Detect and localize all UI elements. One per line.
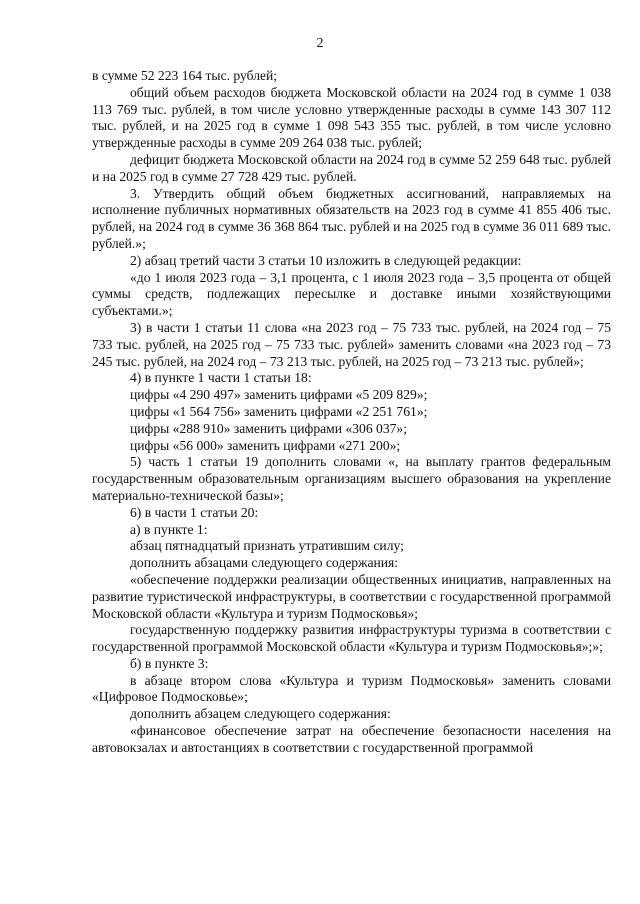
paragraph: 4) в пункте 1 части 1 статьи 18: (130, 370, 312, 386)
paragraph: «финансовое обеспечение затрат на обеспечение безопасности населения на автовокзалах и автостанциях в соответствии с государственной программой (92, 723, 611, 755)
paragraph: б) в пункте 3: (130, 655, 209, 671)
paragraph: в сумме 52 223 164 тыс. рублей; (92, 68, 278, 83)
paragraph: государственную поддержку развития инфраструктуры туризма в соответствии с государственной программой Московской области «Культура и туризм Подмосковья»;»; (92, 622, 611, 655)
paragraph: дефицит бюджета Московской области на 2024 год в сумме 52 259 648 тыс. рублей и на 2025 год в сумме 27 728 429 тыс. рублей. (92, 151, 611, 184)
paragraph: а) в пункте 1: (130, 521, 208, 537)
paragraph: цифры «56 000» заменить цифрами «271 200»; (130, 437, 401, 453)
paragraph: «обеспечение поддержки реализации общественных инициатив, направленных на развитие туристической инфраструктуры, в соответствии с государственной программой Московской области «Культура и туризм Подмосковья»; (92, 571, 611, 621)
paragraph: абзац пятнадцатый признать утратившим силу; (130, 538, 404, 554)
paragraph: 3. Утвердить общий объем бюджетных ассигнований, направляемых на исполнение публичных нормативных обязательств на 2023 год в сумме 41 855 406 тыс. рублей, на 2024 год в сумме 36 368 864 тыс. рублей и на 2025 год в сумме 36 011 689 тыс. рублей.»; (92, 185, 611, 251)
paragraph: 5) часть 1 статьи 19 дополнить словами «, на выплату грантов федеральным государственным образовательным организациям высшего образования на укрепление материально-технической базы»; (92, 454, 611, 503)
paragraph: 3) в части 1 статьи 11 слова «на 2023 год – 75 733 тыс. рублей, на 2024 год – 75 733 тыс. рублей, на 2025 год – 75 733 тыс. рублей» заменить словами «на 2023 год – 73 245 тыс. рублей, на 2024 год – 73 213 тыс. рублей, на 2025 год – 73 213 тыс. рублей»; (92, 319, 611, 369)
paragraph: дополнить абзацами следующего содержания: (130, 555, 399, 571)
paragraph: «до 1 июля 2023 года – 3,1 процента, с 1 июля 2023 года – 3,5 процента от общей суммы средств, подлежащих пересылке и доставке иными хозяйствующими субъектами.»; (92, 269, 611, 319)
paragraph: 6) в части 1 статьи 20: (130, 504, 259, 520)
paragraph: в абзаце втором слова «Культура и туризм Подмосковья» заменить словами «Цифровое Подмосковье»; (92, 672, 611, 705)
paragraph: цифры «288 910» заменить цифрами «306 037»; (130, 420, 407, 436)
paragraph: 2) абзац третий части 3 статьи 10 изложить в следующей редакции: (130, 252, 522, 268)
paragraph: цифры «4 290 497» заменить цифрами «5 209 829»; (130, 387, 428, 403)
page-number: 2 (316, 36, 324, 51)
document-body (92, 68, 611, 757)
paragraph: общий объем расходов бюджета Московской области на 2024 год в сумме 1 038 113 769 тыс. рублей, в том числе условно утвержденные расходы в сумме 143 307 112 тыс. рублей, и на 2025 год в сумме 1 098 543 355 тыс. рублей, в том числе условно утвержденные расходы в сумме 209 264 038 тыс. рублей; (92, 84, 611, 151)
paragraph: дополнить абзацем следующего содержания: (130, 706, 391, 722)
paragraph: цифры «1 564 756» заменить цифрами «2 251 761»; (130, 403, 428, 419)
